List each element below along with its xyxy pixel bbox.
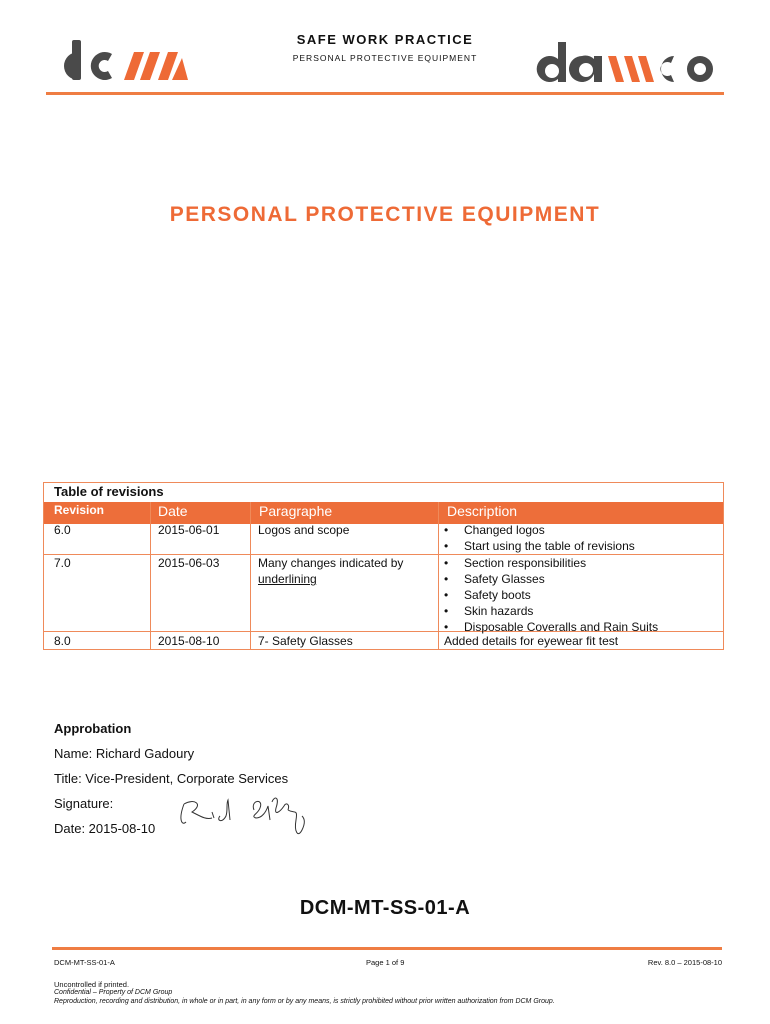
- list-item: • Safety Glasses: [444, 571, 658, 587]
- table-cell: 2015-06-03: [158, 556, 220, 570]
- table-cell: 2015-08-10: [158, 634, 220, 648]
- table-cell: 7.0: [54, 556, 71, 570]
- approval-date: Date: 2015-08-10: [54, 821, 156, 836]
- revisions-table: [43, 482, 724, 650]
- list-item: • Skin hazards: [444, 603, 658, 619]
- footer-note: Uncontrolled if printed.: [54, 980, 130, 989]
- footer-page: Page 1 of 9: [366, 958, 405, 967]
- approbation-heading: Approbation: [54, 721, 132, 736]
- col-paragraph: Paragraphe: [259, 503, 333, 519]
- footer-rule: [52, 947, 722, 950]
- revisions-header-row: [44, 502, 723, 524]
- approver-title: Title: Vice-President, Corporate Services: [54, 771, 289, 786]
- footer-note: Confidential – Property of DCM Group: [54, 989, 173, 996]
- paragraph-text: Many changes indicated by: [258, 556, 404, 570]
- col-date: Date: [158, 503, 188, 519]
- table-cell: 6.0: [54, 523, 71, 537]
- document-code: DCM-MT-SS-01-A: [299, 897, 471, 919]
- table-cell: 7- Safety Glasses: [258, 634, 353, 648]
- footer-revision: Rev. 8.0 – 2015-08-10: [647, 958, 722, 967]
- table-cell: [258, 555, 403, 587]
- list-item: • Changed logos: [444, 522, 635, 538]
- footer-code: DCM-MT-SS-01-A: [54, 958, 115, 967]
- description-list: [444, 522, 635, 554]
- table-cell: Added details for eyewear fit test: [444, 634, 619, 648]
- divider: [438, 502, 439, 649]
- signature-image: [176, 790, 326, 840]
- header-rule: [46, 92, 724, 95]
- divider: [150, 502, 151, 649]
- approver-name: Name: Richard Gadoury: [54, 746, 195, 761]
- header-title: SAFE WORK PRACTICE: [296, 32, 474, 47]
- paragraph-text-underlined: underlining: [258, 572, 317, 586]
- revisions-caption: Table of revisions: [54, 484, 164, 499]
- col-description: Description: [447, 503, 518, 519]
- divider: [250, 502, 251, 649]
- footer-note: Reproduction, recording and distribution, in whole or in part, in any form or by any means, is strictly prohibited without prior written authorization from DCM Group.: [54, 998, 555, 1005]
- header-subtitle: PERSONAL PROTECTIVE EQUIPMENT: [292, 53, 478, 63]
- table-cell: 2015-06-01: [158, 523, 220, 537]
- description-list: [444, 555, 658, 635]
- list-item: • Section responsibilities: [444, 555, 658, 571]
- table-cell: Logos and scope: [258, 523, 350, 537]
- dawco-logo: [532, 40, 722, 84]
- list-item: • Disposable Coveralls and Rain Suits: [444, 619, 658, 635]
- table-cell: 8.0: [54, 634, 71, 648]
- col-revision: Revision: [54, 503, 105, 517]
- signature-label: Signature:: [54, 796, 114, 811]
- document-title: PERSONAL PROTECTIVE EQUIPMENT: [169, 203, 601, 226]
- list-item: • Start using the table of revisions: [444, 538, 635, 554]
- list-item: • Safety boots: [444, 587, 658, 603]
